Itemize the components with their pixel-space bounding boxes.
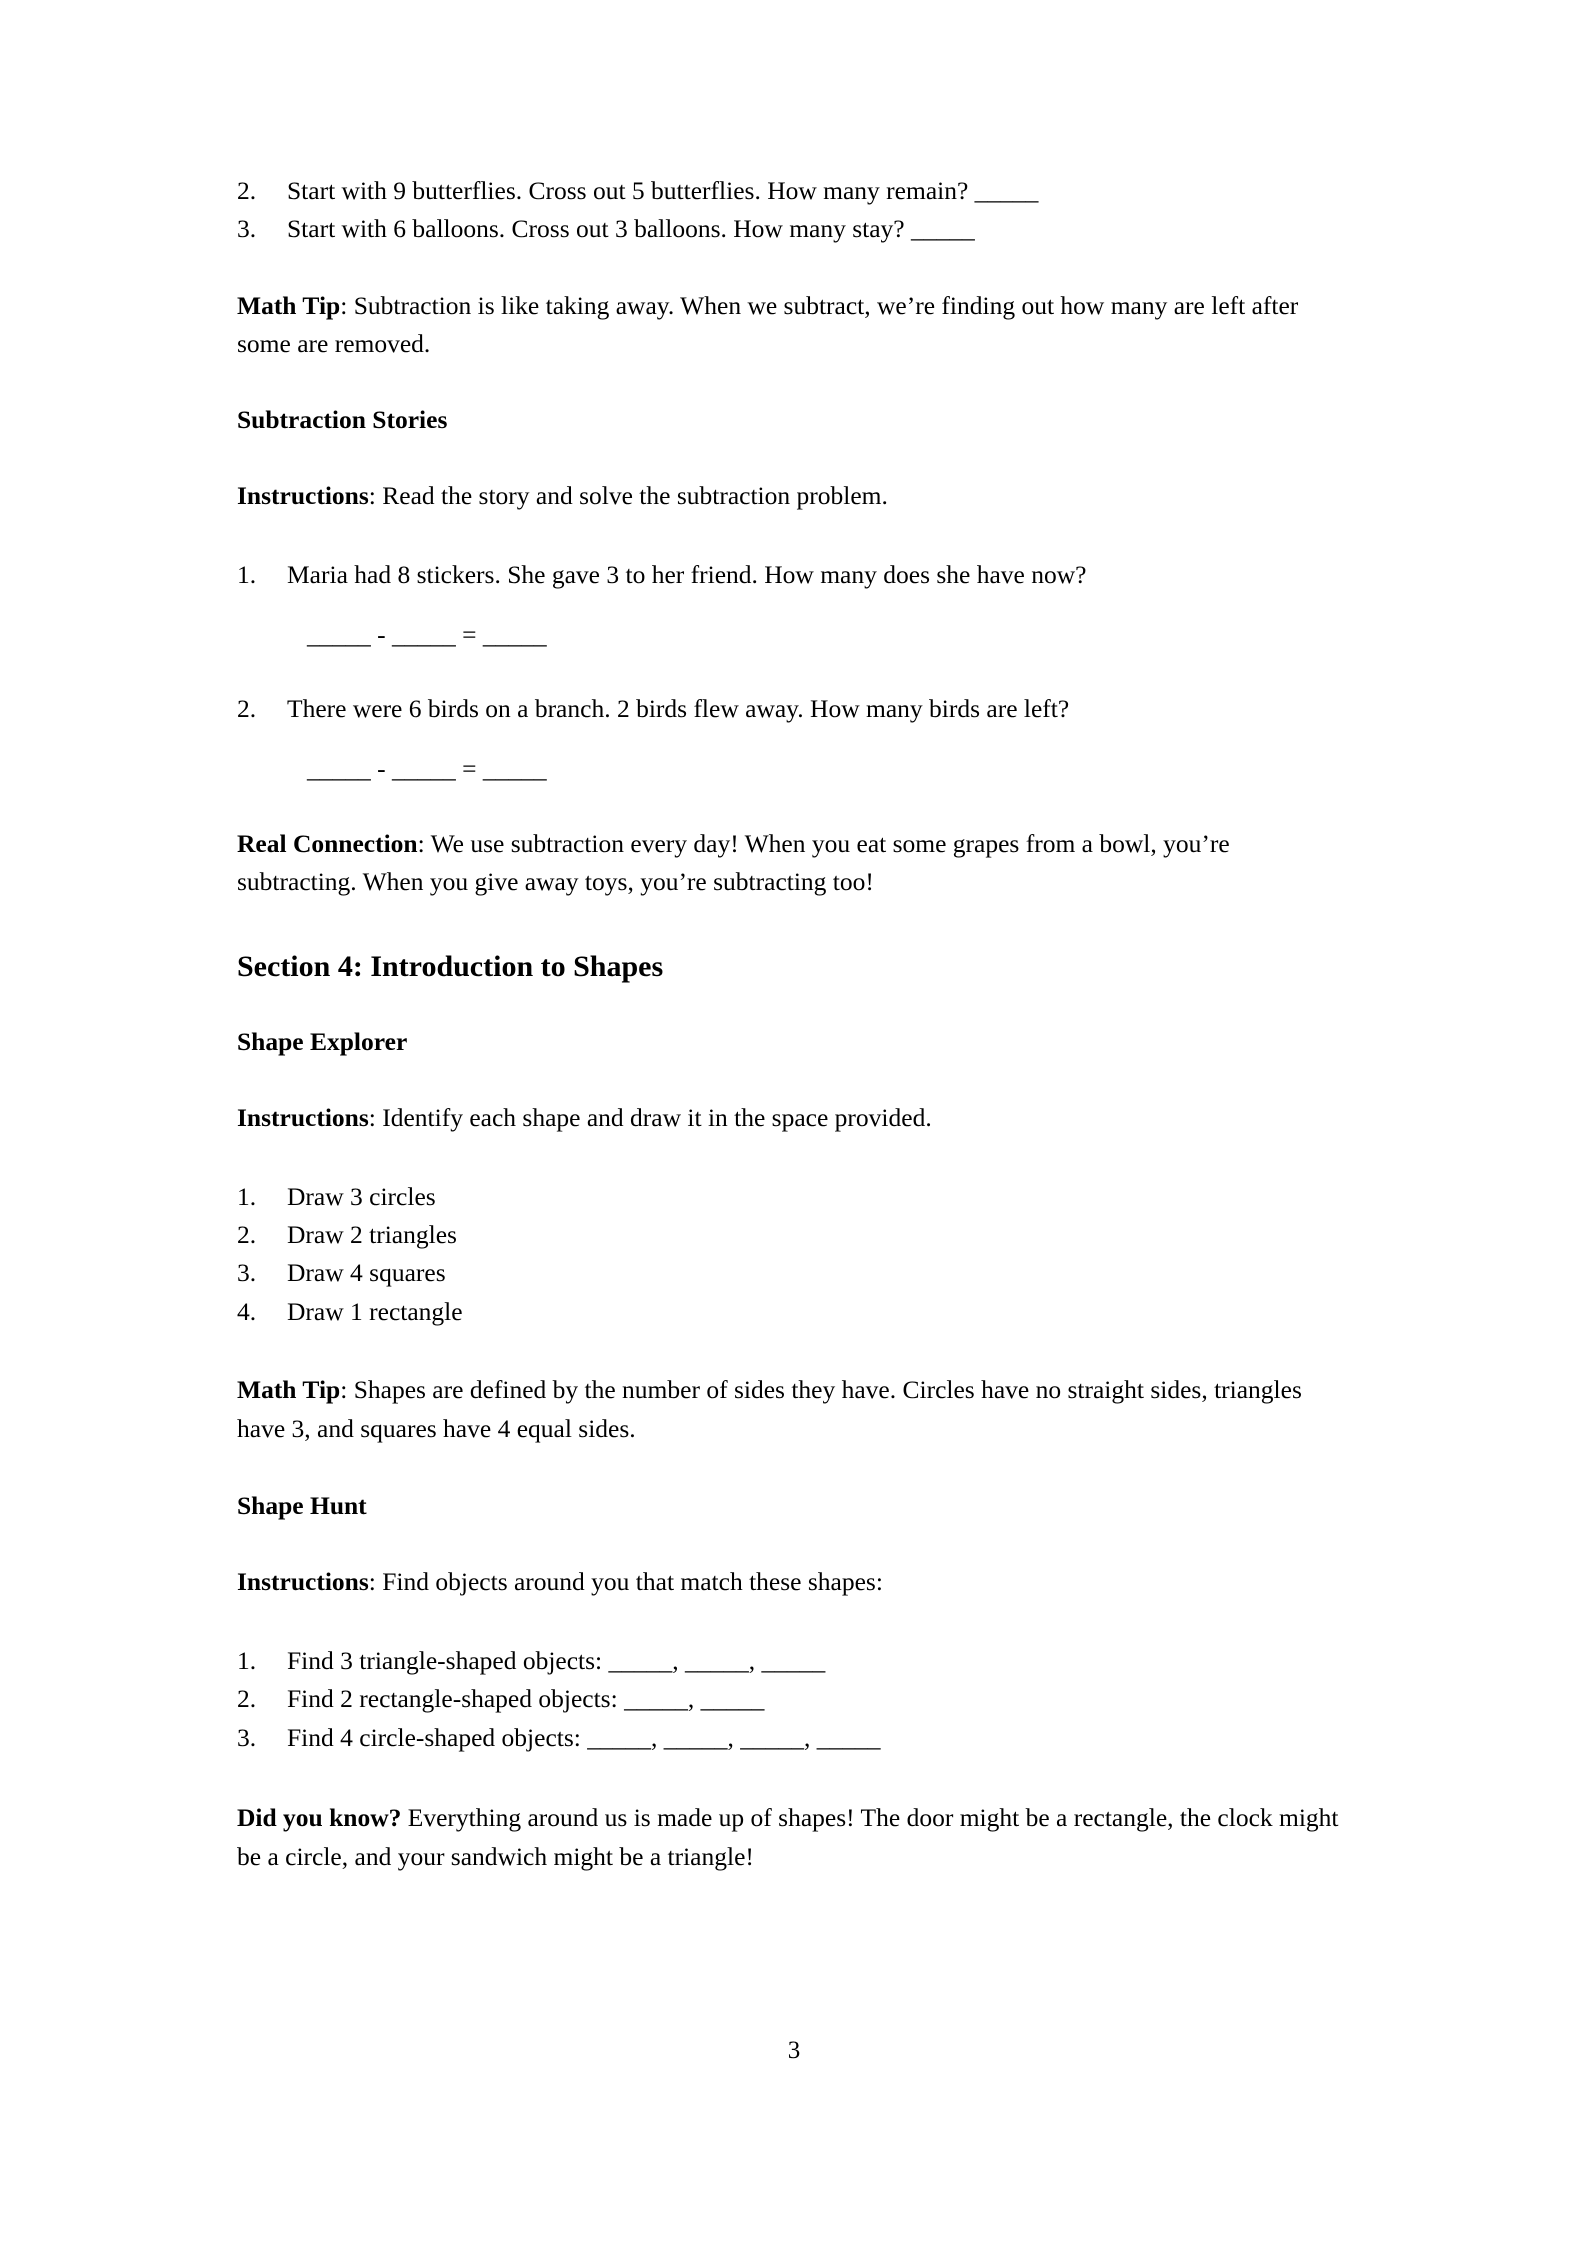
- answer-blank[interactable]: _____: [974, 176, 1039, 205]
- list-item-text: Find 3 triangle-shaped objects:: [287, 1646, 609, 1676]
- instructions-text: : Read the story and solve the subtraction problem.: [368, 480, 888, 510]
- instructions-label: Instructions: [237, 1567, 369, 1597]
- real-connection-text: : We use subtraction every day! When you eat some grapes from a bowl, you’re subtracting. When you give away toys, you’re subtracting too!: [237, 828, 1230, 897]
- math-tip-shapes-paragraph: [237, 1371, 1342, 1449]
- page-content: [237, 172, 1342, 1876]
- list-item: [237, 172, 1342, 210]
- section-4-title: Section 4: Introduction to Shapes: [237, 950, 664, 984]
- math-tip-text: : Shapes are defined by the number of sides they have. Circles have no straight sides, triangles have 3, and squares have 4 equal sides.: [237, 1374, 1302, 1443]
- list-item-number: 2.: [237, 1220, 257, 1250]
- shape-hunt-list: [237, 1642, 1342, 1757]
- shape-hunt-instructions: [237, 1563, 1342, 1602]
- list-item-number: 3.: [237, 1258, 257, 1288]
- shape-explorer-heading: Shape Explorer: [237, 1027, 408, 1057]
- cross-out-practice-list: [237, 172, 1342, 249]
- did-you-know-text: Everything around us is made up of shapes! The door might be a rectangle, the clock might be a circle, and your sandwich might be a triangle!: [237, 1802, 1339, 1871]
- list-item: [237, 1719, 1342, 1757]
- math-tip-label: Math Tip: [237, 1374, 341, 1404]
- math-tip-text: : Subtraction is like taking away. When we subtract, we’re finding out how many are left after some are removed.: [237, 290, 1299, 359]
- list-item: [237, 210, 1342, 248]
- did-you-know-label: Did you know?: [237, 1802, 402, 1832]
- list-item-text: Start with 6 balloons. Cross out 3 balloons. How many stay?: [287, 214, 912, 244]
- math-tip-subtraction-paragraph: [237, 287, 1342, 365]
- subtraction-story-problem-2: [237, 690, 1342, 728]
- equation-blank-row[interactable]: _____ - _____ = _____: [307, 754, 547, 784]
- real-connection-paragraph: [237, 825, 1342, 903]
- instructions-label: Instructions: [237, 1103, 369, 1133]
- list-item-number: 1.: [237, 1181, 257, 1211]
- shape-explorer-list: [237, 1178, 1342, 1331]
- subtraction-story-problem-1: [237, 556, 1342, 594]
- answer-blank[interactable]: _____: [911, 214, 975, 244]
- answer-blanks[interactable]: _____, _____, _____, _____: [587, 1722, 881, 1752]
- list-item-number: 4.: [237, 1296, 257, 1326]
- list-item-text: Draw 2 triangles: [287, 1220, 457, 1250]
- list-item-number: 1.: [237, 1646, 257, 1676]
- list-item: [237, 1642, 1342, 1680]
- list-item: [237, 1254, 1342, 1292]
- list-item-number: 3.: [237, 1722, 257, 1752]
- real-connection-label: Real Connection: [237, 828, 418, 858]
- list-item: [237, 1178, 1342, 1216]
- answer-blanks[interactable]: _____, _____, _____: [608, 1646, 826, 1676]
- instructions-text: : Find objects around you that match these shapes:: [368, 1567, 883, 1597]
- list-item-text: Find 2 rectangle-shaped objects:: [287, 1684, 625, 1714]
- shape-explorer-instructions: [237, 1099, 1342, 1138]
- list-item: [237, 556, 1342, 594]
- subtraction-stories-heading: Subtraction Stories: [237, 405, 448, 434]
- list-item: [237, 1680, 1342, 1718]
- list-item-text: Maria had 8 stickers. She gave 3 to her friend. How many does she have now?: [287, 559, 1087, 589]
- equation-blank-row[interactable]: _____ - _____ = _____: [307, 619, 547, 649]
- subtraction-stories-instructions: [237, 477, 1342, 516]
- list-item-number: 3.: [237, 214, 257, 244]
- page-number: 3: [787, 2037, 801, 2064]
- list-item-text: Draw 4 squares: [287, 1258, 446, 1288]
- list-item-number: 1.: [237, 559, 257, 589]
- instructions-text: : Identify each shape and draw it in the space provided.: [368, 1103, 932, 1133]
- list-item-text: Draw 3 circles: [287, 1181, 436, 1211]
- list-item: [237, 690, 1342, 728]
- list-item-number: 2.: [237, 694, 257, 724]
- list-item-text: Start with 9 butterflies. Cross out 5 butterflies. How many remain?: [287, 176, 975, 205]
- list-item: [237, 1293, 1342, 1331]
- instructions-label: Instructions: [237, 480, 369, 510]
- list-item-number: 2.: [237, 1684, 257, 1714]
- did-you-know-paragraph: [237, 1799, 1342, 1877]
- list-item-text: There were 6 birds on a branch. 2 birds flew away. How many birds are left?: [287, 694, 1070, 724]
- list-item: [237, 1216, 1342, 1254]
- math-tip-label: Math Tip: [237, 290, 341, 320]
- shape-hunt-heading: Shape Hunt: [237, 1491, 367, 1521]
- list-item-number: 2.: [237, 176, 257, 205]
- list-item-text: Draw 1 rectangle: [287, 1296, 463, 1326]
- list-item-text: Find 4 circle-shaped objects:: [287, 1722, 588, 1752]
- answer-blanks[interactable]: _____, _____: [624, 1684, 765, 1714]
